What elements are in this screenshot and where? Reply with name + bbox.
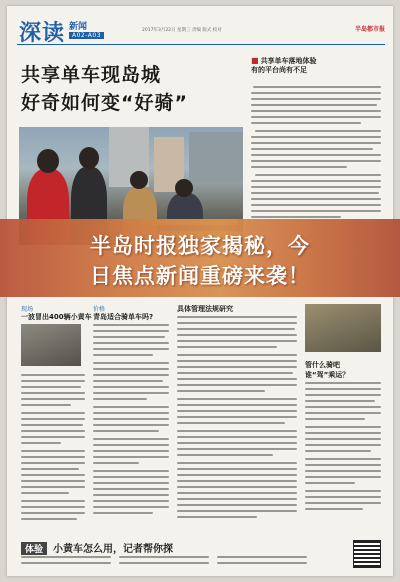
banner-line-1: 半岛时报独家揭秘，今: [90, 234, 310, 258]
lower-left-heading: 一波冒出400辆小黄车: [21, 313, 92, 321]
lower-mid-kicker: 价格: [93, 306, 106, 313]
lower-left-kicker: 现场: [21, 306, 34, 313]
header-rule: [17, 44, 385, 45]
banner-line-2: 日焦点新闻重磅来袭！: [90, 264, 310, 288]
lower-center-heading: 具体管理法规研究: [177, 305, 233, 313]
lower-mid-heading: 青岛适合骑单车吗?: [93, 313, 154, 321]
lower-right-heading-1: 管什么骑吧: [305, 361, 340, 369]
sidebar-heading: ■ 共享单车落地体验: [251, 56, 317, 65]
masthead: [7, 6, 393, 46]
lower-right-heading-2: 谁“驾”乘运？: [305, 371, 350, 379]
paper-logo: 半岛都市报: [354, 26, 385, 33]
sidebar-article: [251, 56, 385, 75]
page-range-badge: A02-A03: [69, 32, 104, 39]
footer-heading: 体验 小黄车怎么用，记者帮你探: [21, 540, 173, 555]
qr-code-icon: [353, 540, 381, 568]
lower-right-photo: [305, 304, 381, 352]
section-logo: 深读: [19, 21, 66, 46]
sidebar-subheading: 有的平台尚有不足: [251, 66, 307, 74]
sidebar-tag-icon: ■: [251, 56, 259, 65]
footer-tag: 体验: [21, 542, 47, 555]
headline-line-2: 好奇如何变“好骑”: [21, 92, 188, 114]
section-sub-logo: 新闻: [69, 22, 88, 32]
date-line: 2017年3月22日 星期三 责编 版式 校对: [142, 28, 222, 33]
headline-line-1: 共享单车现岛城: [21, 64, 162, 86]
lower-left-photo: [21, 324, 81, 366]
